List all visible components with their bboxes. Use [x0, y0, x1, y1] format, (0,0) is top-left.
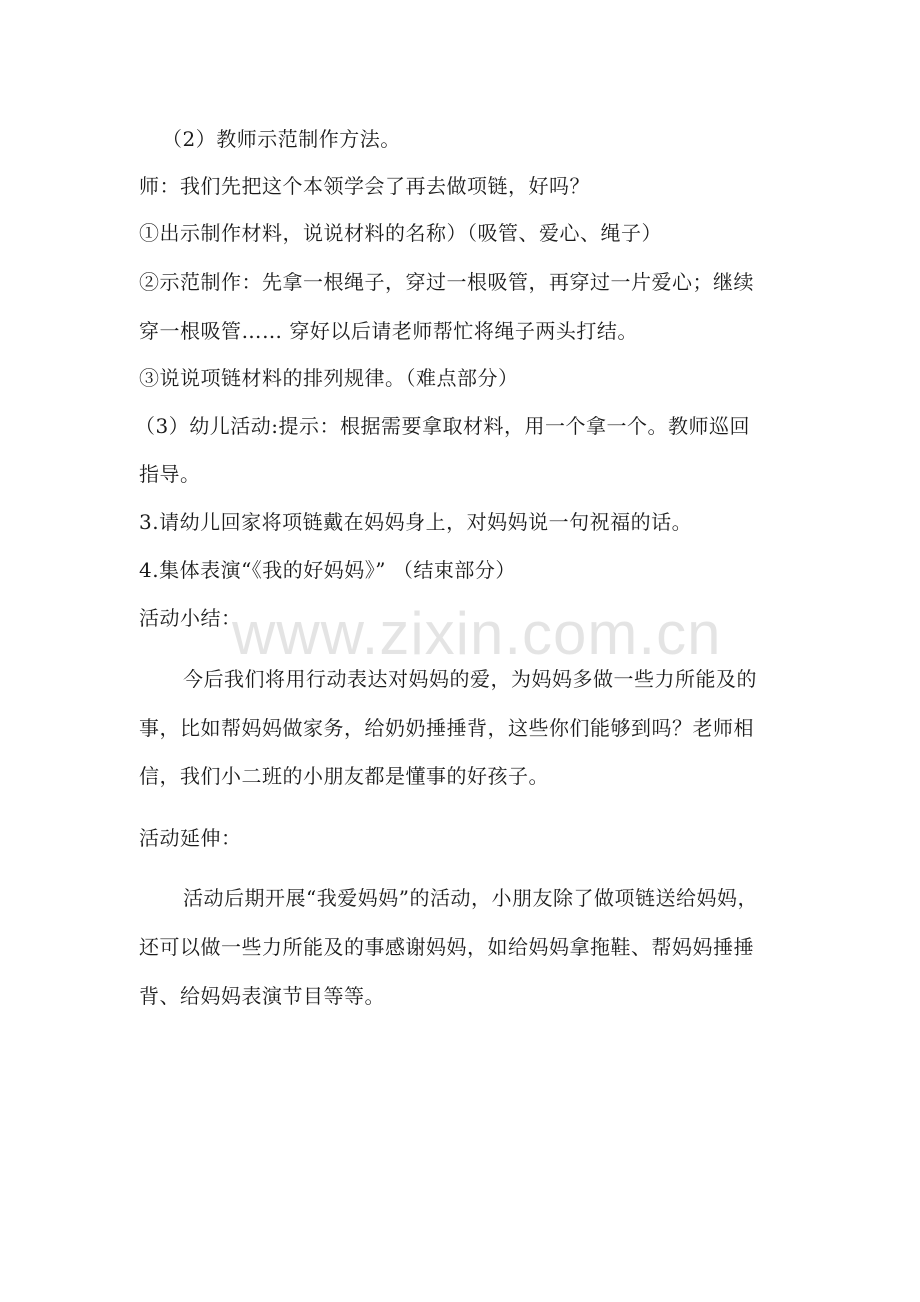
item-3-line: 3.请幼儿回家将项链戴在妈妈身上，对妈妈说一句祝福的话。: [139, 510, 693, 534]
item-4-line: 4.集体表演“《我的好妈妈》” （结束部分）: [139, 558, 516, 582]
watermark: www.zixin.com.cn: [232, 600, 722, 667]
summary-paragraph-line-3: 信，我们小二班的小朋友都是懂事的好孩子。: [139, 764, 549, 788]
step-materials-line: ①出示制作材料，说说材料的名称）（吸管、爱心、绳子）: [139, 221, 662, 245]
teacher-prompt-line: 师：我们先把这个本领学会了再去做项链，好吗？: [139, 174, 590, 198]
step-3-activity-line-2: 指导。: [139, 462, 201, 486]
step-demo-line-2: 穿一根吸管…… 穿好以后请老师帮忙将绳子两头打结。: [139, 319, 638, 343]
summary-paragraph-line-2: 事，比如帮妈妈做家务，给奶奶捶捶背，这些你们能够到吗？老师相: [139, 716, 754, 740]
step-2-heading: （2）教师示范制作方法。: [162, 127, 401, 151]
step-pattern-line: ③说说项链材料的排列规律。（难点部分）: [139, 366, 519, 390]
step-demo-line-1: ②示范制作：先拿一根绳子，穿过一根吸管，再穿过一片爱心；继续: [139, 270, 754, 294]
summary-heading: 活动小结：: [139, 606, 242, 630]
extension-heading: 活动延伸：: [139, 826, 242, 850]
extension-paragraph-line-1: 活动后期开展“我爱妈妈”的活动，小朋友除了做项链送给妈妈，: [183, 886, 758, 910]
extension-paragraph-line-2: 还可以做一些力所能及的事感谢妈妈，如给妈妈拿拖鞋、帮妈妈捶捶: [139, 935, 754, 959]
step-3-activity-line-1: （3）幼儿活动:提示：根据需要拿取材料，用一个拿一个。教师巡回: [135, 414, 750, 438]
extension-paragraph-line-3: 背、给妈妈表演节目等等。: [139, 984, 385, 1008]
summary-paragraph-line-1: 今后我们将用行动表达对妈妈的爱，为妈妈多做一些力所能及的: [183, 667, 757, 691]
